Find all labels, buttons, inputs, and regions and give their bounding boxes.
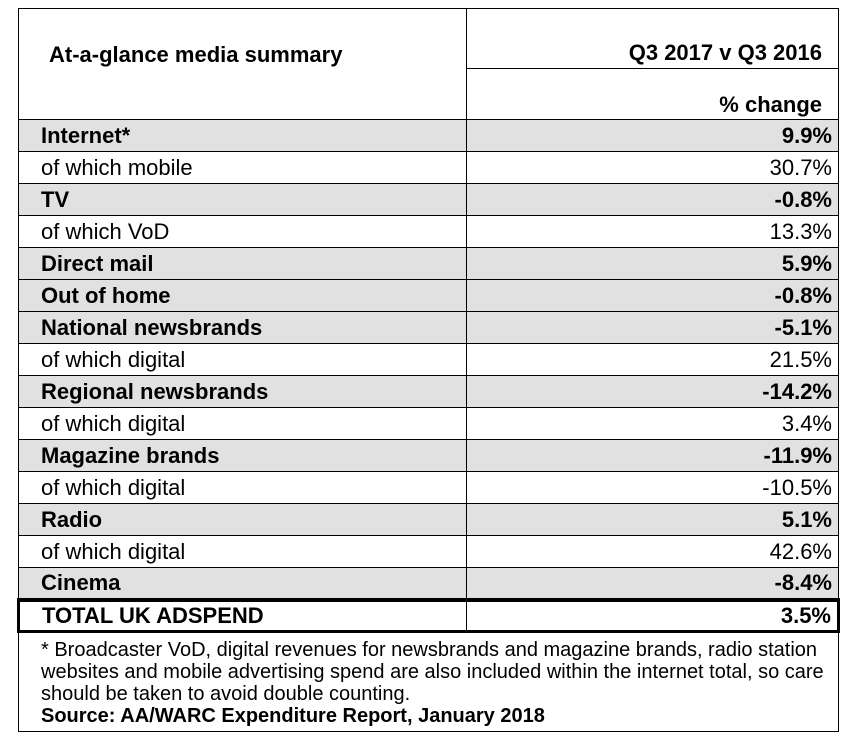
row-value: -5.1%: [467, 312, 839, 344]
row-label: of which digital: [19, 536, 467, 568]
row-label: of which digital: [19, 344, 467, 376]
row-value: -11.9%: [467, 440, 839, 472]
row-label: National newsbrands: [19, 312, 467, 344]
table-title: At-a-glance media summary: [19, 9, 467, 120]
period-header-cell: [467, 9, 839, 120]
unit-label: % change: [719, 92, 822, 117]
row-label: of which digital: [19, 472, 467, 504]
media-subrow: [19, 344, 839, 376]
source-text: Source: AA/WARC Expenditure Report, January 2018: [41, 705, 545, 727]
row-label: of which VoD: [19, 216, 467, 248]
media-subrow: [19, 152, 839, 184]
media-row: [19, 440, 839, 472]
media-subrow: [19, 216, 839, 248]
media-row: [19, 376, 839, 408]
row-label: Cinema: [19, 568, 467, 600]
table-body: [19, 9, 839, 732]
footnote-cell: [19, 632, 839, 732]
media-subrow: [19, 536, 839, 568]
row-value: 3.4%: [467, 408, 839, 440]
total-label: TOTAL UK ADSPEND: [19, 600, 467, 632]
row-value: 30.7%: [467, 152, 839, 184]
media-row: [19, 504, 839, 536]
row-label: Out of home: [19, 280, 467, 312]
header-row: [19, 9, 839, 120]
row-label: of which digital: [19, 408, 467, 440]
row-value: 21.5%: [467, 344, 839, 376]
row-label: of which mobile: [19, 152, 467, 184]
total-value: 3.5%: [467, 600, 839, 632]
footnote-text: * Broadcaster VoD, digital revenues for newsbrands and magazine brands, radio station websites and mobile advertising spend are also included within the internet total, so care should be taken to avoid double counting.: [41, 639, 824, 705]
media-row: [19, 568, 839, 600]
period-label: Q3 2017 v Q3 2016: [467, 9, 838, 69]
row-value: -14.2%: [467, 376, 839, 408]
row-value: 5.1%: [467, 504, 839, 536]
footnote-row: [19, 632, 839, 732]
row-value: 42.6%: [467, 536, 839, 568]
row-value: 13.3%: [467, 216, 839, 248]
row-label: Radio: [19, 504, 467, 536]
row-value: -10.5%: [467, 472, 839, 504]
media-subrow: [19, 472, 839, 504]
media-subrow: [19, 408, 839, 440]
media-row: [19, 312, 839, 344]
media-row: [19, 248, 839, 280]
row-value: 5.9%: [467, 248, 839, 280]
row-value: -8.4%: [467, 568, 839, 600]
media-row: [19, 120, 839, 152]
row-label: Direct mail: [19, 248, 467, 280]
row-value: -0.8%: [467, 280, 839, 312]
row-label: Internet*: [19, 120, 467, 152]
row-value: 9.9%: [467, 120, 839, 152]
media-summary-table: [17, 8, 840, 732]
row-label: Regional newsbrands: [19, 376, 467, 408]
row-value: -0.8%: [467, 184, 839, 216]
media-row: [19, 184, 839, 216]
row-label: TV: [19, 184, 467, 216]
media-row: [19, 280, 839, 312]
total-row: [19, 600, 839, 632]
row-label: Magazine brands: [19, 440, 467, 472]
